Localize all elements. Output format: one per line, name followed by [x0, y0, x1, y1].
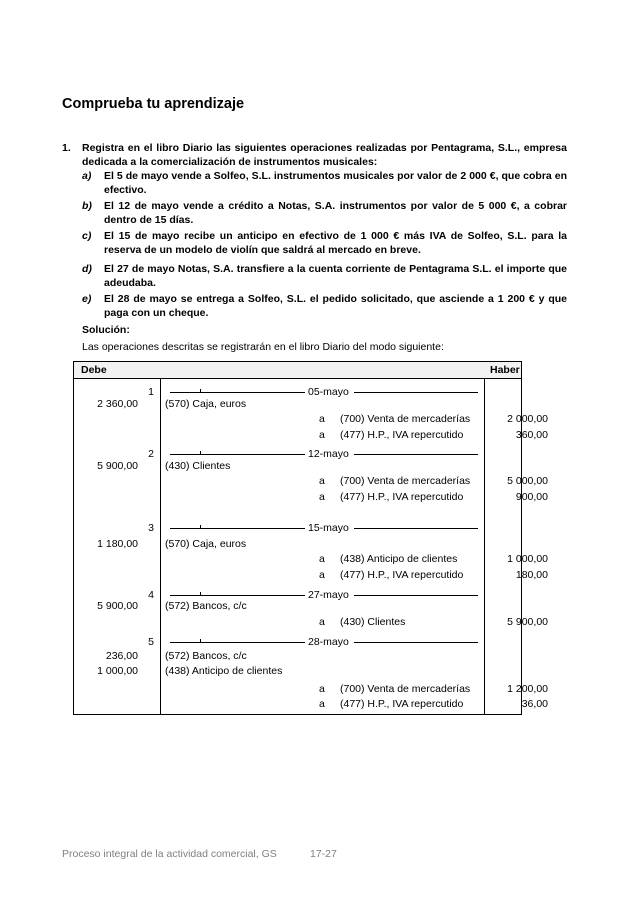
credit-account: (700) Venta de mercaderías [340, 413, 471, 425]
credit-account: (430) Clientes [340, 616, 406, 628]
credit-prefix: a [319, 683, 325, 695]
entry-date: 05-mayo [308, 386, 349, 398]
entry-date: 15-mayo [308, 522, 349, 534]
debit-amount: 1 180,00 [97, 538, 138, 550]
credit-account: (477) H.P., IVA repercutido [340, 569, 464, 581]
question-number: 1. [62, 142, 71, 154]
item-text: El 15 de mayo recibe un anticipo en efectivo de 1 000 € más IVA de Solfeo, S.L. para la reserva de un modelo de violín que saldrá al mercado en breve. [104, 230, 567, 256]
credit-prefix: a [319, 553, 325, 565]
credit-account: (477) H.P., IVA repercutido [340, 491, 464, 503]
credit-amount: 5 000,00 [507, 475, 548, 487]
credit-account: (477) H.P., IVA repercutido [340, 429, 464, 441]
entry-date: 12-mayo [308, 448, 349, 460]
credit-amount: 2 000,00 [507, 413, 548, 425]
item-letter: a) [82, 170, 92, 182]
column-divider [160, 379, 161, 715]
entry-number: 2 [148, 448, 154, 460]
item-letter: e) [82, 293, 92, 305]
journal-header [73, 361, 522, 379]
debit-account: (570) Caja, euros [165, 398, 247, 410]
entry-number: 5 [148, 636, 154, 648]
item-text: El 27 de mayo Notas, S.A. transfiere a la cuenta corriente de Pentagrama S.L. el importe que adeudaba. [104, 263, 567, 289]
debit-header: Debe [81, 364, 107, 376]
entry-number: 4 [148, 589, 154, 601]
credit-prefix: a [319, 429, 325, 441]
entry-date: 28-mayo [308, 636, 349, 648]
debit-account: (430) Clientes [165, 460, 231, 472]
footer-page-number: 17-27 [310, 848, 337, 860]
column-divider [484, 379, 485, 715]
credit-amount: 36,00 [521, 698, 548, 710]
entry-date: 27-mayo [308, 589, 349, 601]
item-letter: d) [82, 263, 92, 275]
debit-amount: 236,00 [105, 650, 138, 662]
credit-prefix: a [319, 698, 325, 710]
debit-account: (572) Bancos, c/c [165, 600, 247, 612]
question-item-a [82, 169, 567, 197]
credit-account: (700) Venta de mercaderías [340, 475, 471, 487]
debit-amount: 5 900,00 [97, 460, 138, 472]
question-1 [62, 141, 567, 169]
item-text: El 28 de mayo se entrega a Solfeo, S.L. el pedido solicitado, que asciende a 1 200 € y que paga con un cheque. [104, 293, 567, 319]
item-text: El 12 de mayo vende a crédito a Notas, S.A. instrumentos por valor de 5 000 €, a cobrar dentro de 15 días. [104, 200, 567, 226]
credit-amount: 5 900,00 [507, 616, 548, 628]
debit-account: (572) Bancos, c/c [165, 650, 247, 662]
credit-amount: 1 000,00 [507, 553, 548, 565]
solution-label: Solución: [82, 324, 130, 336]
question-text: Registra en el libro Diario las siguientes operaciones realizadas por Pentagrama, S.L., empresa dedicada a la comercialización de instrumentos musicales: [82, 142, 567, 168]
debit-account: (438) Anticipo de clientes [165, 665, 283, 677]
credit-header: Haber [490, 364, 520, 376]
page-title: Comprueba tu aprendizaje [62, 96, 245, 112]
entry-number: 3 [148, 522, 154, 534]
solution-intro: Las operaciones descritas se registrarán en el libro Diario del modo siguiente: [82, 341, 444, 353]
question-item-c [82, 229, 567, 257]
debit-amount: 5 900,00 [97, 600, 138, 612]
credit-amount: 1 200,00 [507, 683, 548, 695]
credit-prefix: a [319, 491, 325, 503]
credit-amount: 180,00 [515, 569, 548, 581]
credit-account: (477) H.P., IVA repercutido [340, 698, 464, 710]
debit-amount: 1 000,00 [97, 665, 138, 677]
credit-account: (438) Anticipo de clientes [340, 553, 458, 565]
credit-prefix: a [319, 616, 325, 628]
credit-amount: 900,00 [515, 491, 548, 503]
item-letter: c) [82, 230, 92, 242]
debit-amount: 2 360,00 [97, 398, 138, 410]
footer-course-title: Proceso integral de la actividad comercial, GS [62, 848, 277, 860]
credit-prefix: a [319, 569, 325, 581]
date-rule [170, 522, 478, 535]
question-item-b [82, 199, 567, 227]
credit-prefix: a [319, 475, 325, 487]
credit-account: (700) Venta de mercaderías [340, 683, 471, 695]
item-letter: b) [82, 200, 92, 212]
credit-prefix: a [319, 413, 325, 425]
credit-amount: 360,00 [515, 429, 548, 441]
date-rule [170, 636, 478, 649]
question-item-e [82, 292, 567, 320]
entry-number: 1 [148, 386, 154, 398]
item-text: El 5 de mayo vende a Solfeo, S.L. instrumentos musicales por valor de 2 000 €, que cobra en efectivo. [104, 170, 567, 196]
debit-account: (570) Caja, euros [165, 538, 247, 550]
question-item-d [82, 262, 567, 290]
